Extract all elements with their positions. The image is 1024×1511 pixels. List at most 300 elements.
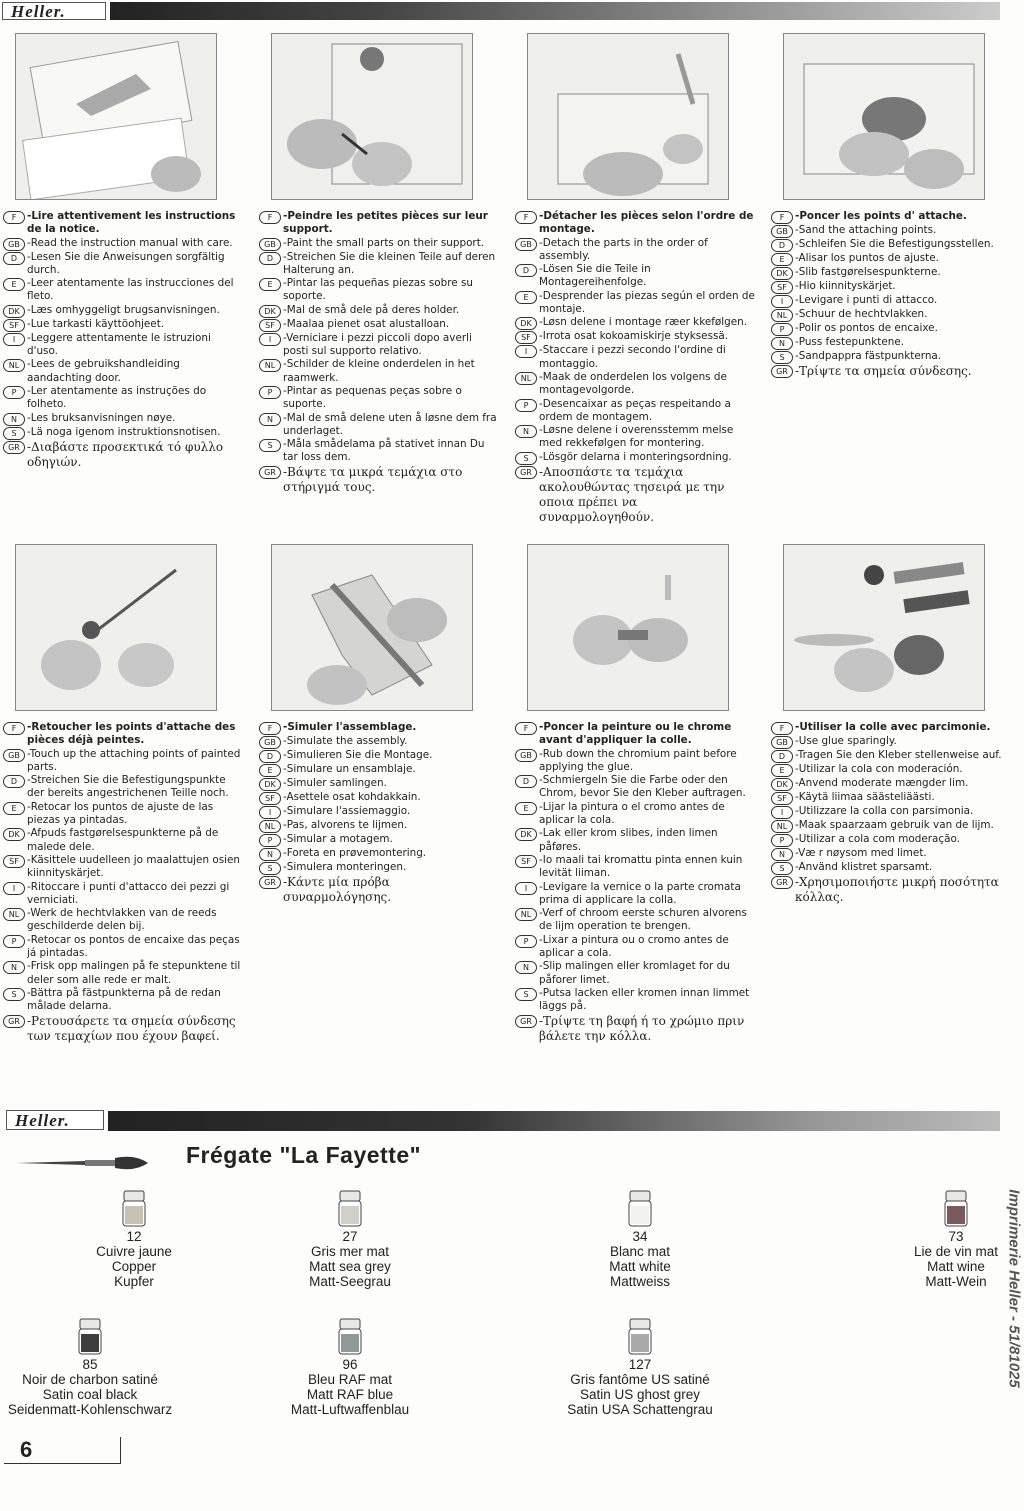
instruction-line-gr [259,465,499,495]
instruction-line-n [771,847,1011,861]
instruction-text: -Rub down the chromium paint before applying the glue. [539,747,737,773]
language-badge: I [259,333,281,346]
model-title: Frégate "La Fayette" [186,1142,422,1168]
instruction-text: -Χρησιμοποιήστε μικρή ποσότητα κόλλας. [795,875,999,904]
instruction-line-sf [3,318,243,332]
language-badge: P [3,386,25,399]
instruction-line-sf [771,280,1011,294]
paint-number: 34 [632,1229,648,1244]
instruction-line-s [3,987,243,1014]
instruction-line-dk [771,777,1011,791]
instruction-line-gr [3,440,243,470]
instruction-line-dk [771,266,1011,280]
instruction-line-n [515,960,755,987]
instruction-line-i [771,805,1011,819]
instruction-line-p [3,934,243,961]
instruction-text: -Polir os pontos de encaixe. [795,322,938,334]
paint-number: 73 [948,1229,964,1244]
language-badge: S [771,862,793,875]
paint-jar-icon [77,1318,103,1356]
language-badge: DK [515,317,537,330]
instruction-text: -Détacher les pièces selon l'ordre de montage. [539,210,754,236]
instruction-line-nl [771,308,1011,322]
instruction-text: -Poncer les points d' attache. [795,210,967,222]
instruction-line-d [515,774,755,801]
instruction-line-d [515,263,755,290]
language-badge: NL [771,820,793,833]
instruction-line-i [3,881,243,908]
language-badge: D [515,264,537,277]
language-badge: D [259,750,281,763]
instruction-line-n [259,412,499,439]
instruction-text: -Touch up the attaching points of painted parts. [27,747,241,773]
paint-fr: Cuivre jaune [96,1244,172,1259]
instruction-line-d [3,774,243,801]
instruction-line-sf [515,330,755,344]
language-badge: F [259,722,281,735]
language-badge: P [771,323,793,336]
language-badge: NL [3,908,25,921]
instruction-text: -Schleifen Sie die Befestigungsstellen. [795,238,994,250]
instruction-text: -Desprender las piezas según el orden de montaje. [539,289,755,316]
language-badge: E [771,764,793,777]
instruction-text: -Ler atentamente as instruções do folheto. [27,384,207,411]
instruction-text: -Leggere attentamente le istruzioni d'uso. [27,331,211,358]
instruction-line-nl [3,358,243,385]
language-badge: GB [771,736,793,749]
language-badge: DK [771,778,793,791]
instruction-line-e [259,763,499,777]
paint-en: Satin coal black [42,1387,138,1402]
instruction-line-p [3,385,243,412]
paint-fr: Noir de charbon satiné [22,1372,158,1387]
paint-de: Matt-Luftwaffenblau [290,1402,410,1417]
language-badge: I [771,295,793,308]
instruction-text: -Τρίψτε τα σημεία σύνδεσης. [795,364,972,378]
instruction-line-s [771,350,1011,364]
instruction-line-e [515,290,755,317]
instruction-text: -Læs omhyggeligt brugsanvisningen. [27,303,220,316]
instruction-line-s [259,861,499,875]
instruction-line-d [259,749,499,763]
instruction-text: -Schmiergeln Sie die Farbe oder den Chrom, bevor Sie den Kleber auftragen. [539,774,746,800]
step-photo [527,544,729,711]
step-photo [527,33,729,200]
language-badge: F [515,211,537,224]
instruction-text: -Tragen Sie den Kleber stellenweise auf. [795,749,1002,761]
language-badge: D [771,750,793,763]
instruction-text: -Utiliser la colle avec parcimonie. [795,721,991,733]
instruction-text: -Ρετουσάρετε τα σημεία σύνδεσης των τεμαχίων που έχουν βαφεί. [27,1013,236,1043]
instruction-line-gb [3,748,243,775]
instruction-text: -Maalaa pienet osat alustalloan. [283,317,450,330]
heller-logo: Heller. [2,2,106,20]
language-badge: N [515,425,537,438]
language-badge: SF [3,319,25,332]
instruction-text: -Διαβάστε προσεκτικά τό φυλλο οδηγιών. [27,439,224,469]
language-badge: GR [771,876,793,889]
language-badge: NL [515,372,537,385]
instruction-line-e [771,763,1011,777]
language-badge: F [771,211,793,224]
instruction-text: -Puss festepunktene. [795,336,905,348]
instruction-text: -Alisar los puntos de ajuste. [795,252,939,264]
instruction-line-gb [259,237,499,251]
language-badge: F [515,722,537,735]
language-badge: D [259,252,281,265]
language-badge: E [515,291,537,304]
instruction-line-i [515,881,755,908]
paint-en: Matt RAF blue [306,1387,394,1402]
instruction-line-gb [3,237,243,251]
instruction-text: -Lijar la pintura o el cromo antes de aplicar la cola. [539,800,725,827]
header-bar [110,2,1000,20]
language-badge: SF [3,855,25,868]
instruction-line-i [771,294,1011,308]
instruction-text: -Løsne delene i overensstemm melse med rekkefølgen for montering. [539,424,734,450]
instruction-line-p [771,322,1011,336]
language-badge: E [515,802,537,815]
instruction-line-s [515,987,755,1014]
language-badge: E [771,253,793,266]
language-badge: P [515,399,537,412]
language-badge: SF [515,855,537,868]
paint-item [530,1318,750,1417]
paint-de: Satin USA Schattengrau [567,1402,713,1417]
language-badge: P [3,935,25,948]
step-text [259,721,499,905]
instruction-text: -Lixar a pintura ou o cromo antes de aplicar a cola. [539,933,729,960]
instruction-line-d [771,238,1011,252]
instruction-text: -Simuler samlingen. [283,777,387,789]
language-badge: I [259,806,281,819]
instruction-line-p [259,833,499,847]
language-badge: GB [3,749,25,762]
language-badge: P [771,834,793,847]
step-photo [15,544,217,711]
instruction-line-nl [771,819,1011,833]
instruction-line-gr [515,1014,755,1044]
language-badge: N [515,961,537,974]
language-badge: E [259,764,281,777]
instruction-line-n [515,424,755,451]
instruction-line-i [3,332,243,359]
instruction-text: -Les bruksanvisningen nøye. [27,411,176,424]
printer-sidebar [1004,1140,1022,1440]
photo-glue-icon [784,545,984,710]
language-badge: SF [259,792,281,805]
language-badge: E [3,278,25,291]
instruction-line-gb [515,748,755,775]
heller-logo: Heller. [6,1110,104,1130]
instruction-line-f [3,210,243,237]
instruction-text: -Retoucher les points d'attache des pièces déjà peintes. [27,721,236,747]
instruction-line-sf [515,854,755,881]
step-text [515,721,755,1044]
language-badge: NL [259,359,281,372]
language-badge: S [259,439,281,452]
instruction-text: -Afpuds fastgørelsespunkterne på de malede dele. [27,827,219,853]
paint-de: Matt-Wein [925,1274,987,1289]
photo-sanding-icon [784,34,984,199]
paint-item [24,1190,244,1289]
language-badge: NL [259,820,281,833]
instruction-text: -Asettele osat kohdakkain. [283,791,421,803]
instruction-text: -Κάντε μία πρόβα συναρμολόγησης. [283,875,392,904]
step-rub-paint [515,544,755,1044]
language-badge: GB [259,736,281,749]
instruction-line-s [771,861,1011,875]
instruction-text: -Lire attentivement les instructions de la notice. [27,210,236,236]
instruction-line-gb [771,735,1011,749]
step-read-instructions [3,33,243,470]
instruction-line-gr [771,364,1011,379]
instruction-text: -Maak de onderdelen los volgens de montagevolgorde. [539,370,727,397]
instruction-text: -Simulate the assembly. [283,735,408,747]
instruction-line-dk [259,304,499,318]
instruction-text: -Slib fastgørelsespunkterne. [795,266,941,278]
instruction-text: -Frisk opp malingen på fe stepunktene til deler som alle rede er malt. [27,960,241,986]
paint-item [530,1190,750,1289]
instruction-text: -Anvend moderate mængder lim. [795,777,969,789]
instruction-text: -Lösgör delarna i monteringsordning. [539,450,732,463]
paint-fr: Blanc mat [609,1244,671,1259]
instruction-line-nl [515,371,755,398]
language-badge: GR [3,441,25,454]
instruction-line-nl [259,819,499,833]
instruction-text: -Poncer la peinture ou le chrome avant d'appliquer la colle. [539,721,732,747]
language-badge: GR [515,466,537,479]
instruction-line-sf [3,854,243,881]
language-badge: I [771,806,793,819]
language-badge: P [259,834,281,847]
paintbrush-icon [15,1152,150,1178]
language-badge: D [771,239,793,252]
instruction-text: -Simuler l'assemblage. [283,721,417,733]
instruction-line-p [515,398,755,425]
instruction-text: -Read the instruction manual with care. [27,236,233,249]
language-badge: E [3,802,25,815]
instruction-text: -Lä noga igenom instruktionsnotisen. [27,425,221,438]
instruction-line-f [259,210,499,237]
instruction-text: -Verniciare i pezzi piccoli dopo averli posti sul supporto relativo. [283,331,472,358]
page-header [0,0,1008,22]
instruction-line-s [3,426,243,440]
language-badge: N [3,961,25,974]
instruction-line-gr [259,875,499,905]
step-text [259,210,499,495]
step-text [771,721,1011,905]
language-badge: GB [259,238,281,251]
instruction-line-sf [771,791,1011,805]
instruction-text: -Levigare la vernice o la parte cromata prima di applicare la colla. [539,880,741,906]
instruction-text: -Pas, alvorens te lijmen. [283,819,408,831]
instruction-line-dk [3,304,243,318]
step-text [3,210,243,470]
language-badge: S [771,351,793,364]
instruction-line-e [259,277,499,304]
language-badge: E [259,278,281,291]
instruction-line-sf [259,318,499,332]
instruction-line-e [3,801,243,828]
instruction-text: -Utilizzare la colla con parsimonia. [795,805,974,817]
language-badge: GR [515,1015,537,1028]
instruction-line-i [515,344,755,371]
paint-en: Satin US ghost grey [579,1387,701,1402]
instruction-line-d [771,749,1011,763]
instruction-text: -Detach the parts in the order of assembly. [539,236,708,262]
language-badge: I [515,345,537,358]
language-badge: N [259,413,281,426]
instruction-line-e [3,277,243,304]
paint-fr: Lie de vin mat [913,1244,999,1259]
instruction-text: -Væ r nøysom med limet. [795,847,927,859]
photo-assembly-icon [272,545,472,710]
instruction-line-f [771,721,1011,735]
instruction-line-dk [3,827,243,854]
language-badge: S [3,427,25,440]
paint-fr: Bleu RAF mat [307,1372,393,1387]
instruction-line-i [259,332,499,359]
instruction-line-n [3,960,243,987]
paint-number: 127 [628,1357,652,1372]
instruction-text: -Maak spaarzaam gebruik van de lijm. [795,819,994,831]
instruction-line-nl [515,907,755,934]
language-badge: GR [259,466,281,479]
instruction-line-gr [3,1014,243,1044]
instruction-line-p [259,385,499,412]
step-text [3,721,243,1044]
photo-reading-manual-icon [16,34,216,199]
step-photo [271,33,473,200]
language-badge: SF [515,331,537,344]
instruction-line-f [515,721,755,748]
language-badge: N [771,848,793,861]
paint-section-header [0,1108,1000,1134]
instruction-text: -Lesen Sie die Anweisungen sorgfältig durch. [27,250,225,276]
instruction-text: -Mal de små delene uten å løsne dem fra underlaget. [283,411,497,437]
language-badge: NL [771,309,793,322]
paint-en: Matt white [609,1259,671,1274]
instruction-line-f [259,721,499,735]
instruction-text: -Måla smådelama på stativet innan Du tar loss dem. [283,438,485,464]
instruction-line-i [259,805,499,819]
language-badge: S [515,452,537,465]
instruction-text: -Schuur de hechtvlakken. [795,308,928,320]
instruction-text: -Lösen Sie die Teile in Montagereihenfolge. [539,263,651,289]
instruction-text: -Løsn delene i montage ræer kkefølgen. [539,316,748,329]
instruction-text: -Pintar as pequenas peças sobre o suporte. [283,384,462,411]
instruction-text: -Τρίψτε τη βαφή ή το χρώμιο πριν βάλετε την κόλλα. [539,1013,745,1043]
step-simulate-assembly [259,544,499,905]
instruction-text: -Use glue sparingly. [795,735,897,747]
language-badge: S [3,988,25,1001]
photo-detaching-parts-icon [528,34,728,199]
language-badge: I [3,882,25,895]
language-badge: S [515,988,537,1001]
step-photo [783,544,985,711]
paint-number: 96 [342,1357,358,1372]
instruction-line-f [771,210,1011,224]
instruction-text: -Lue tarkasti käyttöohjeet. [27,317,165,330]
language-badge: N [771,337,793,350]
instruction-line-sf [259,791,499,805]
paint-jar-icon [627,1318,653,1356]
instruction-text: -Verf of chroom eerste schuren alvorens de lijm operation te brengen. [539,907,747,933]
photo-painting-parts-icon [272,34,472,199]
instruction-text: -Αποσπάστε τα τεμάχια ακολουθώντας τησειρά με την οποια πρέπει να συναρμολογηθούν. [539,464,725,524]
instruction-text: -Simular a motagem. [283,833,393,845]
step-photo [783,33,985,200]
language-badge: D [3,775,25,788]
language-badge: S [259,862,281,875]
instruction-text: -Retocar os pontos de encaixe das peças já pintadas. [27,933,240,960]
paint-item [240,1318,460,1417]
paint-jar-icon [627,1190,653,1228]
instruction-text: -Mal de små dele på deres holder. [283,303,460,316]
language-badge: DK [259,305,281,318]
language-badge: F [771,722,793,735]
paint-number: 27 [342,1229,358,1244]
instruction-line-s [515,451,755,465]
header-bar [108,1111,1000,1131]
step-text [515,210,755,525]
instruction-text: -Paint the small parts on their support. [283,236,485,249]
paint-de: Kupfer [114,1274,154,1289]
instruction-text: -Werk de hechtvlakken van de reeds geschilderde delen bij. [27,907,217,933]
paint-jar-icon [943,1190,969,1228]
paint-de: Mattweiss [609,1274,670,1289]
page-number: 6 [20,1437,33,1462]
instruction-text: -Levigare i punti di attacco. [795,294,938,306]
instruction-line-d [3,251,243,278]
instruction-line-n [3,412,243,426]
language-badge: DK [3,305,25,318]
paint-item [846,1190,1024,1289]
language-badge: F [3,211,25,224]
instruction-text: -Staccare i pezzi secondo l'ordine di montaggio. [539,344,726,370]
instruction-text: -Streichen Sie die Befestigungspunkte der bereits angestrichenen Teille noch. [27,774,229,800]
paint-jar-icon [337,1318,363,1356]
language-badge: DK [259,778,281,791]
step-touch-up [3,544,243,1044]
instruction-line-dk [515,827,755,854]
paint-fr: Gris fantôme US satiné [570,1372,710,1387]
instruction-text: -Simulera monteringen. [283,861,407,873]
language-badge: P [259,386,281,399]
language-badge: SF [771,281,793,294]
instruction-line-gb [771,224,1011,238]
language-badge: DK [515,828,537,841]
instruction-text: -Io maali tai kromattu pinta ennen kuin levität liiman. [539,853,743,880]
language-badge: N [3,413,25,426]
instruction-text: -Slip malingen eller kromlaget for du påforer limet. [539,960,730,986]
step-use-glue [771,544,1011,905]
paint-item [240,1190,460,1289]
language-badge: D [515,775,537,788]
language-badge: GR [771,365,793,378]
paint-fr: Gris mer mat [310,1244,389,1259]
paint-jar-icon [337,1190,363,1228]
instruction-text: -Leer atentamente las instrucciones del fleto. [27,277,234,303]
instruction-line-gr [771,875,1011,905]
language-badge: D [3,252,25,265]
instruction-text: -Utilizar la cola con moderación. [795,763,963,775]
instruction-text: -Sand the attaching points. [795,224,937,236]
instruction-line-gb [515,237,755,264]
instruction-line-f [515,210,755,237]
instruction-text: -Använd klistret sparsamt. [795,861,933,873]
